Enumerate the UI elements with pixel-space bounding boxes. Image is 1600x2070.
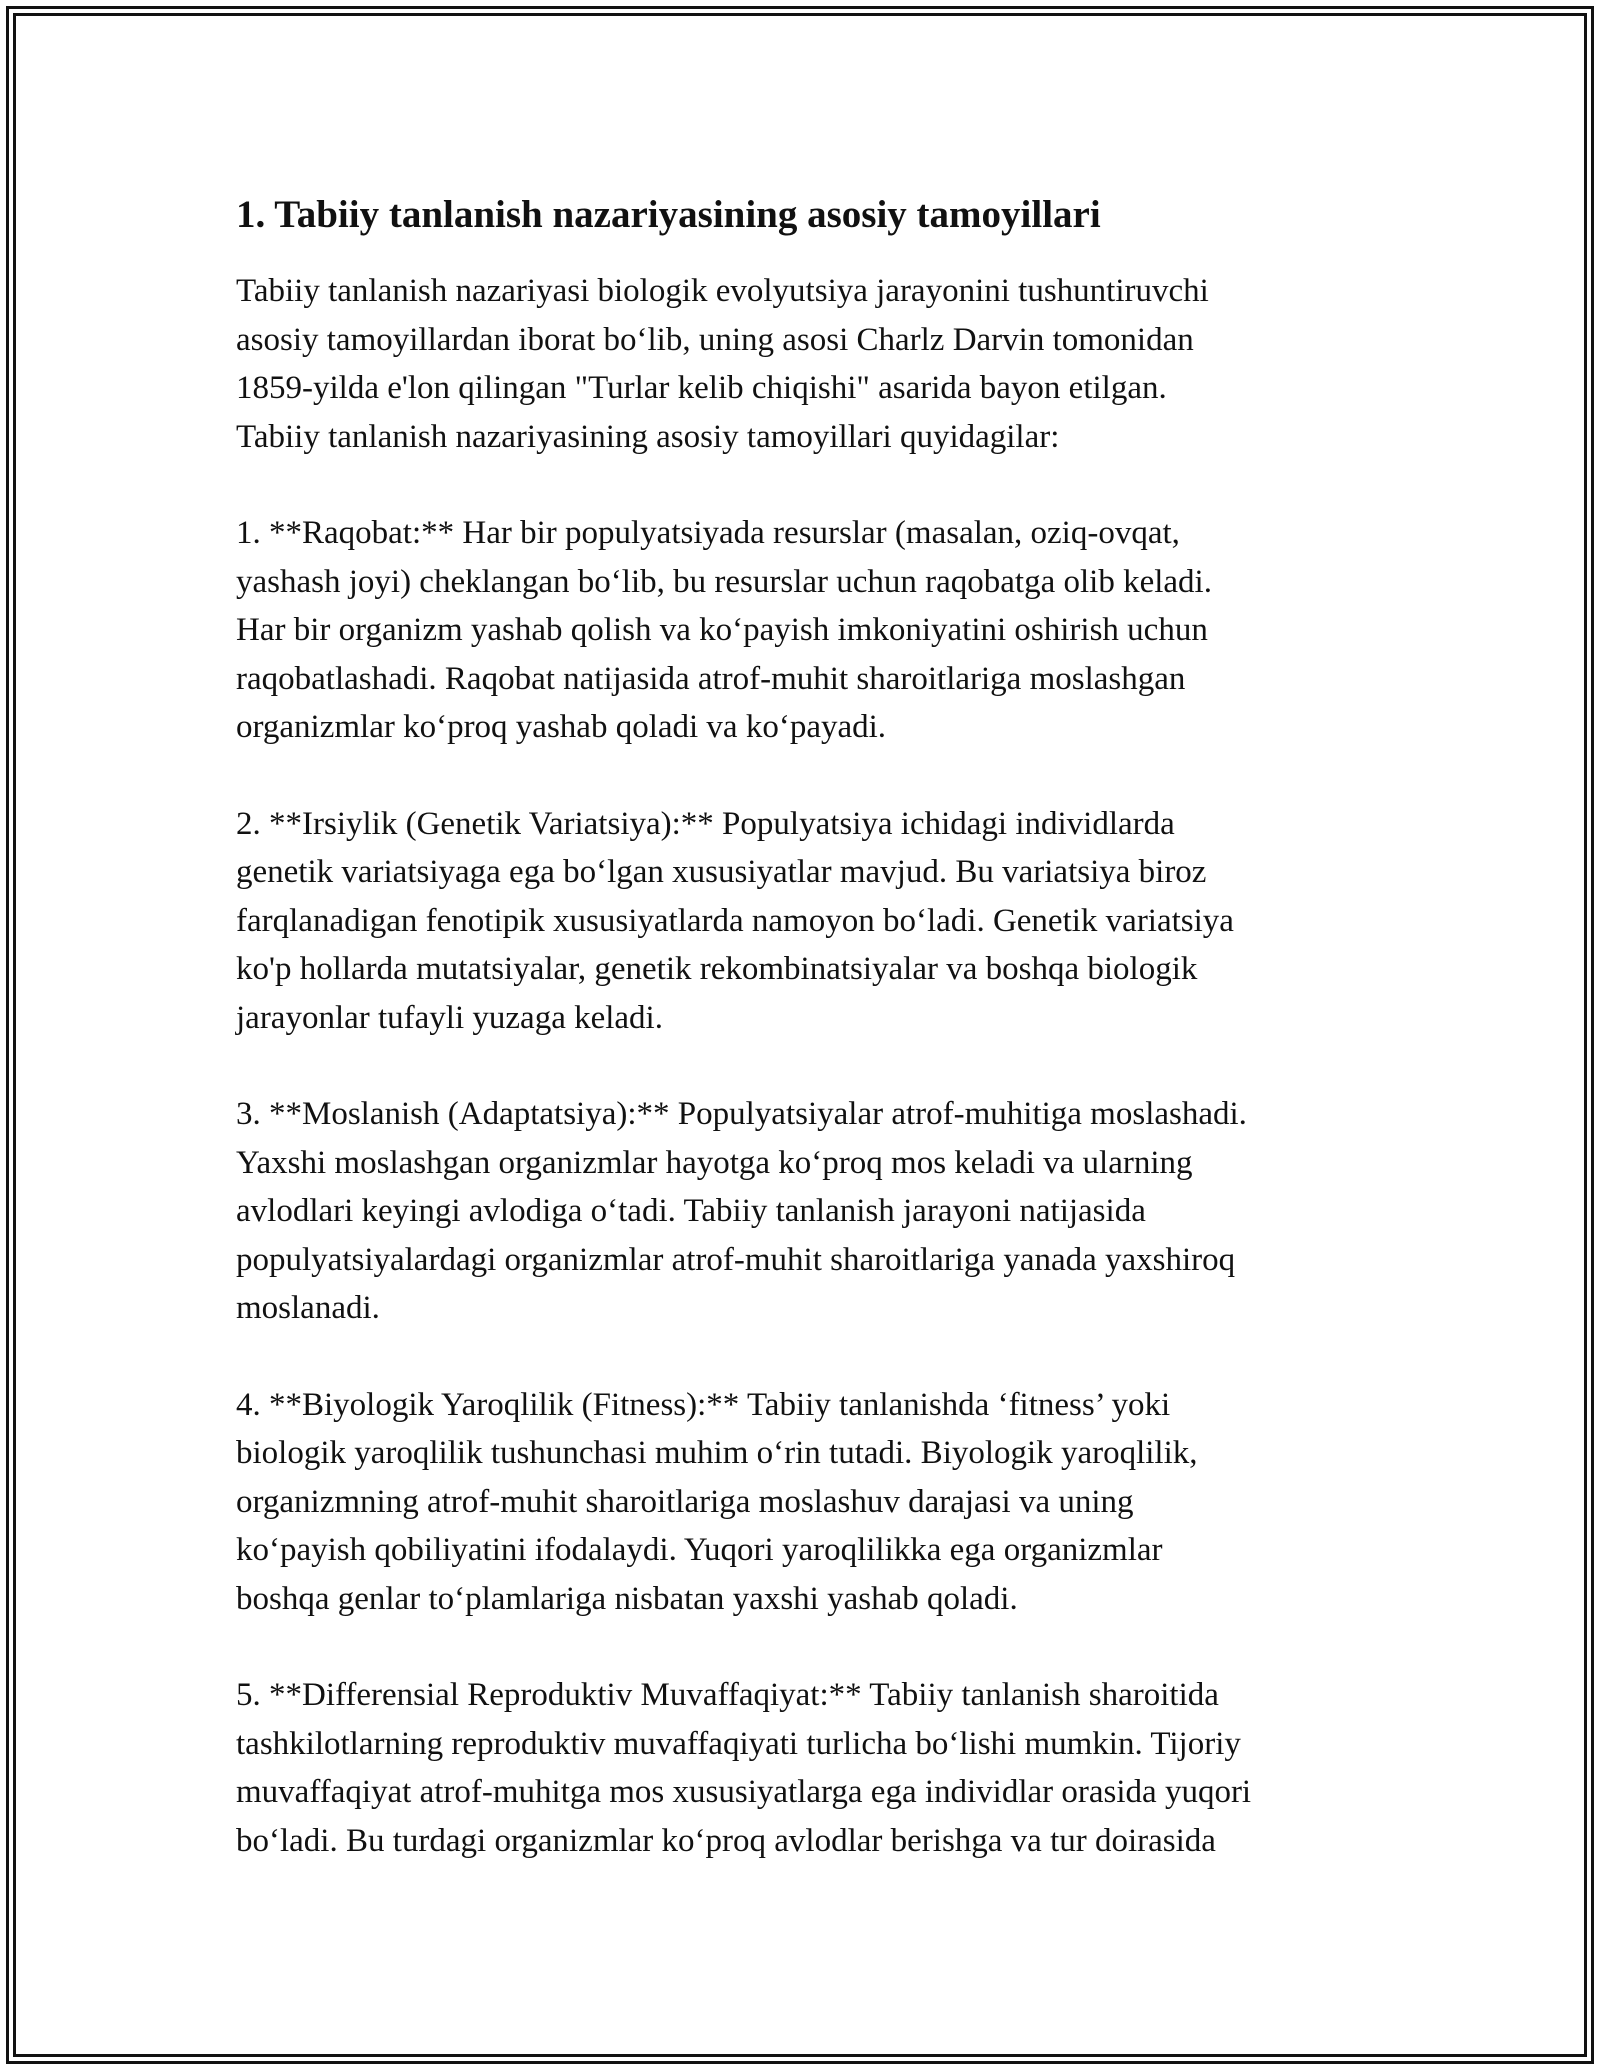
section-title: 1. Tabiiy tanlanish nazariyasining asosiy tamoyillari	[236, 193, 1101, 236]
paragraph-line: 3. **Moslanish (Adaptatsiya):** Populyatsiyalar atrof-muhitiga moslashadi.	[236, 1096, 1247, 1132]
paragraph-line: ko'p hollarda mutatsiyalar, genetik rekombinatsiyalar va boshqa biologik	[236, 951, 1198, 987]
principle-fitness	[236, 1381, 1411, 1624]
paragraph-line: 1859-yilda e'lon qilingan "Turlar kelib chiqishi" asarida bayon etilgan.	[236, 370, 1167, 406]
paragraph-line: genetik variatsiyaga ega bo‘lgan xususiyatlar mavjud. Bu variatsiya biroz	[236, 854, 1207, 890]
paragraph-line: organizmlar ko‘proq yashab qoladi va ko‘payadi.	[236, 709, 887, 745]
intro-paragraph	[236, 267, 1411, 461]
principle-irsiylik	[236, 800, 1411, 1043]
paragraph-line: 2. **Irsiylik (Genetik Variatsiya):** Populyatsiya ichidagi individlarda	[236, 805, 1175, 842]
paragraph-line: asosiy tamoyillardan iborat bo‘lib, uning asosi Charlz Darvin tomonidan	[236, 321, 1194, 358]
paragraph-line: populyatsiyalardagi organizmlar atrof-muhit sharoitlariga yanada yaxshiroq	[236, 1241, 1236, 1278]
principle-moslanish	[236, 1090, 1411, 1333]
paragraph-line: moslanadi.	[236, 1290, 380, 1326]
paragraph-line: bo‘ladi. Bu turdagi organizmlar ko‘proq avlodlar berishga va tur doirasida	[236, 1822, 1216, 1859]
principle-reproduktiv	[236, 1671, 1411, 1865]
paragraph-line: Tabiiy tanlanish nazariyasi biologik evolyutsiya jarayonini tushuntiruvchi	[236, 273, 1209, 309]
paragraph-line: jarayonlar tufayli yuzaga keladi.	[236, 999, 663, 1036]
paragraph-line: 1. **Raqobat:** Har bir populyatsiyada resurslar (masalan, oziq-ovqat,	[236, 515, 1180, 551]
paragraph-line: 4. **Biyologik Yaroqlilik (Fitness):** Tabiiy tanlanishda ‘fitness’ yoki	[236, 1386, 1171, 1423]
paragraph-line: Tabiiy tanlanish nazariyasining asosiy tamoyillari quyidagilar:	[236, 418, 1060, 455]
paragraph-line: biologik yaroqlilik tushunchasi muhim o‘rin tutadi. Biyologik yaroqlilik,	[236, 1435, 1198, 1471]
paragraph-line: organizmning atrof-muhit sharoitlariga moslashuv darajasi va uning	[236, 1483, 1134, 1520]
paragraph-line: avlodlari keyingi avlodiga o‘tadi. Tabiiy tanlanish jarayoni natijasida	[236, 1193, 1146, 1229]
paragraph-line: tashkilotlarning reproduktiv muvaffaqiyati turlicha bo‘lishi mumkin. Tijoriy	[236, 1725, 1241, 1762]
paragraph-line: farqlanadigan fenotipik xususiyatlarda namoyon bo‘ladi. Genetik variatsiya	[236, 902, 1234, 939]
principle-raqobat	[236, 509, 1411, 752]
paragraph-line: Yaxshi moslashgan organizmlar hayotga ko‘proq mos keladi va ularning	[236, 1144, 1193, 1181]
paragraph-line: raqobatlashadi. Raqobat natijasida atrof-muhit sharoitlariga moslashgan	[236, 660, 1186, 697]
paragraph-line: muvaffaqiyat atrof-muhitga mos xususiyatlarga ega individlar orasida yuqori	[236, 1774, 1252, 1810]
paragraph-line: 5. **Differensial Reproduktiv Muvaffaqiyat:** Tabiiy tanlanish sharoitida	[236, 1677, 1219, 1713]
paragraph-line: ko‘payish qobiliyatini ifodalaydi. Yuqori yaroqlilikka ega organizmlar	[236, 1532, 1163, 1568]
paragraph-line: Har bir organizm yashab qolish va ko‘payish imkoniyatini oshirish uchun	[236, 612, 1208, 648]
document-body	[236, 189, 1411, 1913]
paragraph-line: boshqa genlar to‘plamlariga nisbatan yaxshi yashab qoladi.	[236, 1580, 1018, 1617]
paragraph-line: yashash joyi) cheklangan bo‘lib, bu resurslar uchun raqobatga olib keladi.	[236, 563, 1212, 600]
